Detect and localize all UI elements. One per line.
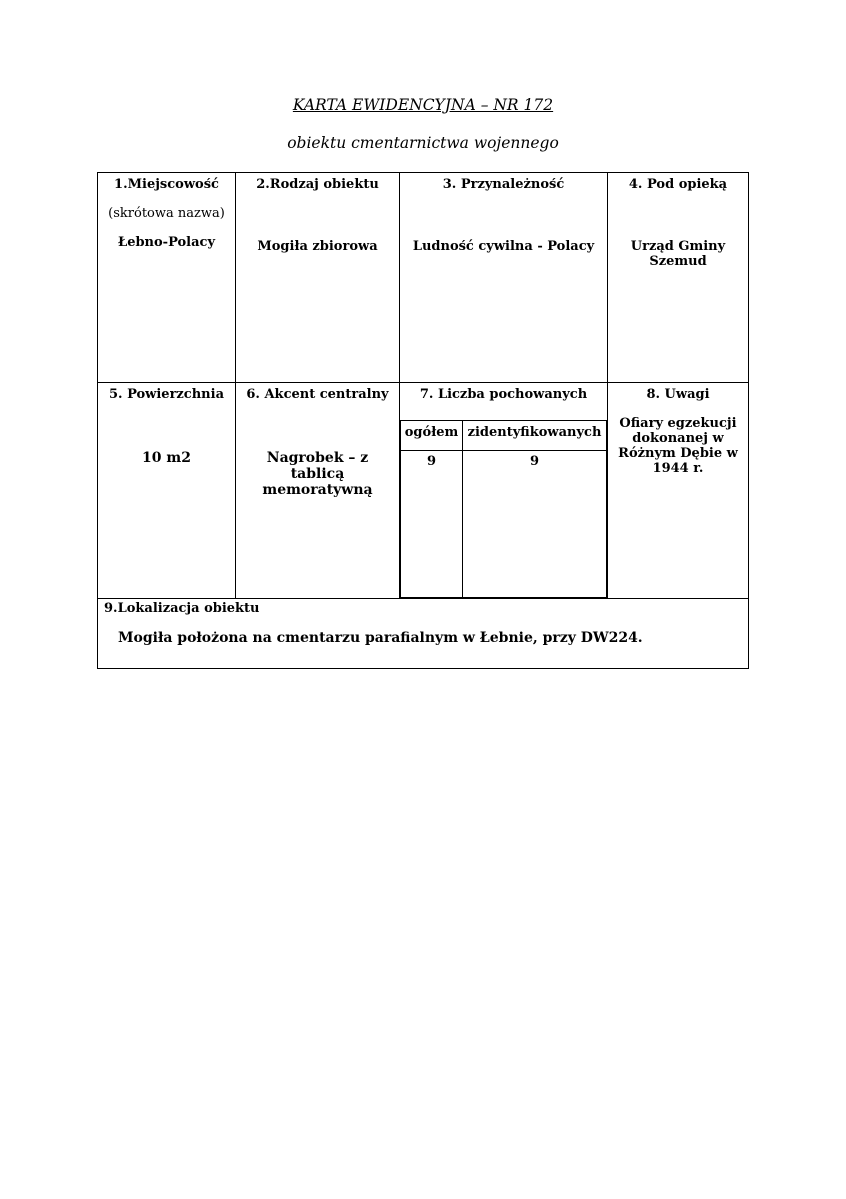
affiliation-label: 3. Przynależność	[442, 177, 565, 192]
custody-cell	[608, 173, 749, 383]
affiliation-value: Ludność cywilna - Polacy	[412, 239, 595, 254]
identified-count-value: 9	[463, 451, 607, 598]
object-type-value: Mogiła zbiorowa	[257, 239, 378, 254]
locality-note: (skrótowa nazwa)	[108, 206, 225, 221]
remarks-value: Ofiary egzekucji dokonanej w Różnym Dębie w 1944 r.	[618, 416, 738, 476]
custody-value: Urząd Gminy Szemud	[630, 239, 726, 269]
central-accent-cell	[236, 383, 400, 599]
central-accent-value: Nagrobek – z tablicą memoratywną	[262, 450, 373, 498]
location-value: Mogiła położona na cmentarzu parafialnym w Łebnie, przy DW224.	[118, 630, 643, 646]
location-cell	[98, 599, 749, 669]
area-value: 10 m2	[142, 450, 191, 466]
central-accent-label: 6. Akcent centralny	[246, 387, 389, 402]
remarks-label: 8. Uwagi	[646, 387, 710, 402]
burials-label: 7. Liczba pochowanych	[419, 387, 588, 402]
area-cell	[98, 383, 236, 599]
object-type-cell	[236, 173, 400, 383]
table-row	[98, 383, 749, 599]
total-count-header: ogółem	[401, 421, 463, 451]
record-table	[97, 172, 749, 669]
object-type-label: 2.Rodzaj obiektu	[256, 177, 379, 192]
table-row	[98, 173, 749, 383]
affiliation-cell	[400, 173, 608, 383]
custody-label: 4. Pod opieką	[628, 177, 728, 192]
card-subtitle: obiektu cmentarnictwa wojennego	[287, 134, 559, 152]
locality-cell	[98, 173, 236, 383]
locality-label: 1.Miejscowość	[114, 177, 219, 192]
location-label: 9.Lokalizacja obiektu	[104, 601, 260, 616]
locality-value: Łebno-Polacy	[117, 235, 216, 250]
total-count-value: 9	[401, 451, 463, 598]
burials-cell	[400, 383, 608, 599]
table-row	[98, 599, 749, 669]
remarks-cell	[608, 383, 749, 599]
burials-subtable	[400, 420, 607, 598]
card-title: KARTA EWIDENCYJNA – NR 172	[292, 96, 554, 114]
identified-count-header: zidentyfikowanych	[463, 421, 607, 451]
area-label: 5. Powierzchnia	[108, 387, 224, 402]
